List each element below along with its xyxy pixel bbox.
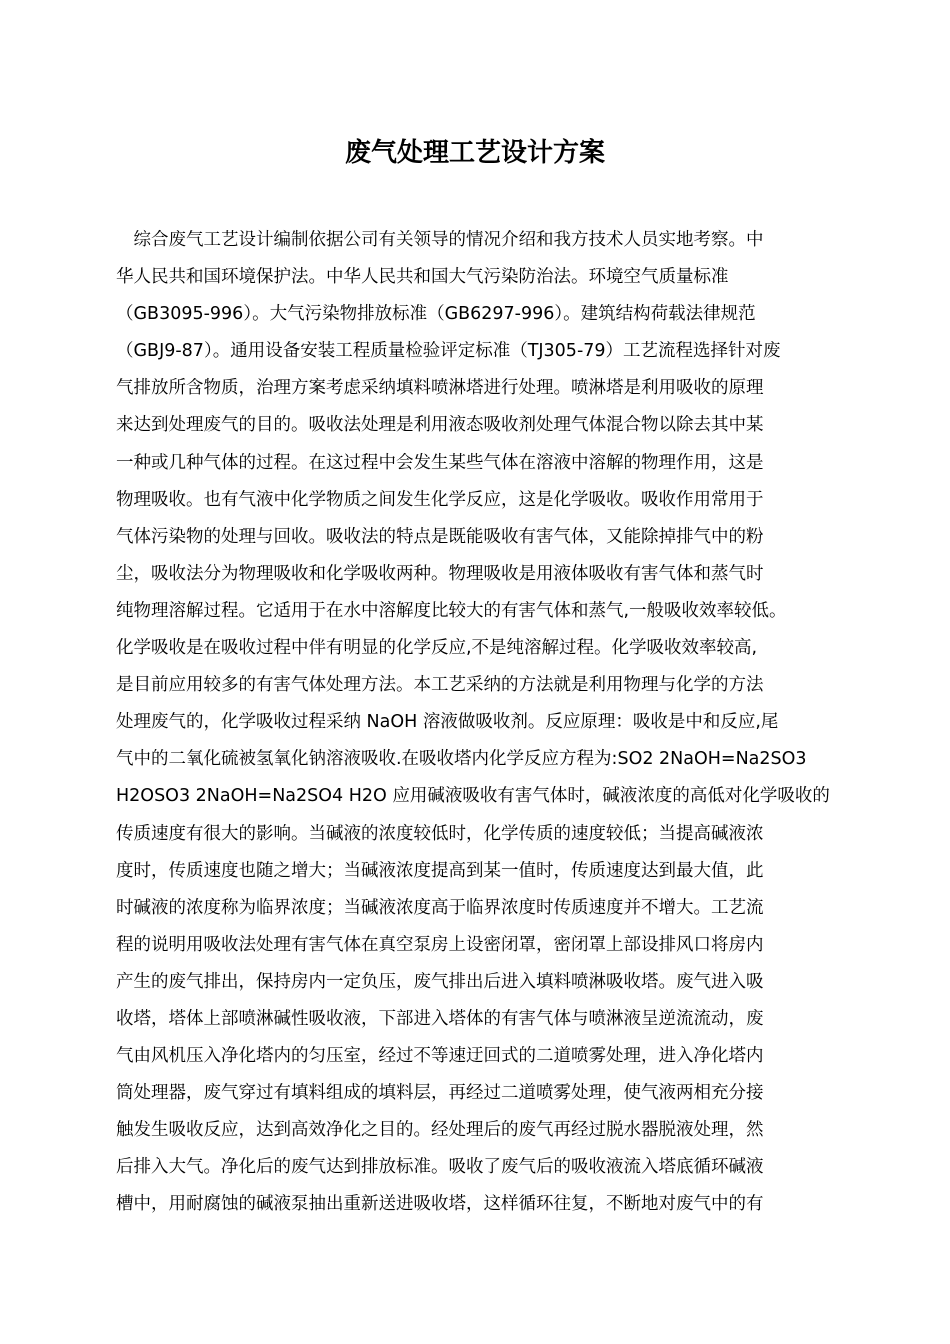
body-line: 华人民共和国环境保护法。中华人民共和国大气污染防治法。环境空气质量标准 (116, 267, 729, 288)
body-line: 气中的二氧化硫被氢氧化钠溶液吸收.在吸收塔内化学反应方程为:SO2 2NaOH=Na2SO3 (116, 749, 807, 770)
body-line: 尘，吸收法分为物理吸收和化学吸收两种。物理吸收是用液体吸收有害气体和蒸气时 (116, 563, 764, 584)
body-line: 一种或几种气体的过程。在这过程中会发生某些气体在溶液中溶解的物理作用，这是 (116, 452, 764, 473)
body-line: H2OSO3 2NaOH=Na2SO4 H2O 应用碱液吸收有害气体时，碱液浓度的高低对化学吸收的 (116, 786, 830, 807)
body-line: 时碱液的浓度称为临界浓度；当碱液浓度高于临界浓度时传质速度并不增大。工艺流 (116, 897, 764, 918)
body-line: 触发生吸收反应，达到高效净化之目的。经处理后的废气再经过脱水器脱液处理，然 (116, 1120, 764, 1141)
body-line: 气体污染物的处理与回收。吸收法的特点是既能吸收有害气体，又能除掉排气中的粉 (116, 526, 764, 547)
body-line: 化学吸收是在吸收过程中伴有明显的化学反应,不是纯溶解过程。化学吸收效率较高, (116, 638, 758, 659)
body-line: 处理废气的，化学吸收过程采纳 NaOH 溶液做吸收剂。反应原理：吸收是中和反应,尾 (116, 712, 779, 733)
document-body (116, 222, 838, 1224)
body-line: 槽中，用耐腐蚀的碱液泵抽出重新送进吸收塔，这样循环往复，不断地对废气中的有 (116, 1194, 764, 1215)
body-line: 气由风机压入净化塔内的匀压室，经过不等速迂回式的二道喷雾处理，进入净化塔内 (116, 1046, 764, 1067)
body-line: 是目前应用较多的有害气体处理方法。本工艺采纳的方法就是利用物理与化学的方法 (116, 675, 764, 696)
body-line: 后排入大气。净化后的废气达到排放标准。吸收了废气后的吸收液流入塔底循环碱液 (116, 1157, 764, 1178)
body-line: 纯物理溶解过程。它适用于在水中溶解度比较大的有害气体和蒸气,一般吸收效率较低。 (116, 600, 787, 621)
body-line: 综合废气工艺设计编制依据公司有关领导的情况介绍和我方技术人员实地考察。中 (116, 230, 764, 250)
body-line: 收塔，塔体上部喷淋碱性吸收液，下部进入塔体的有害气体与喷淋液呈逆流流动，废 (116, 1008, 764, 1029)
body-line: （GB3095-996）。大气污染物排放标准（GB6297-996）。建筑结构荷载法律规范 (116, 304, 756, 325)
body-line: 来达到处理废气的目的。吸收法处理是利用液态吸收剂处理气体混合物以除去其中某 (116, 415, 764, 436)
body-line: 物理吸收。也有气液中化学物质之间发生化学反应，这是化学吸收。吸收作用常用于 (116, 489, 764, 510)
body-line: 程的说明用吸收法处理有害气体在真空泵房上设密闭罩，密闭罩上部设排风口将房内 (116, 934, 764, 955)
body-line: 度时，传质速度也随之增大；当碱液浓度提高到某一值时，传质速度达到最大值，此 (116, 860, 764, 881)
body-line: 产生的废气排出，保持房内一定负压，废气排出后进入填料喷淋吸收塔。废气进入吸 (116, 971, 764, 992)
body-line: （GBJ9-87）。通用设备安装工程质量检验评定标准（TJ305-79）工艺流程选择针对废 (116, 341, 781, 362)
body-line: 筒处理器，废气穿过有填料组成的填料层，再经过二道喷雾处理，使气液两相充分接 (116, 1083, 764, 1104)
body-line: 气排放所含物质，治理方案考虑采纳填料喷淋塔进行处理。喷淋塔是利用吸收的原理 (116, 378, 764, 399)
body-line: 传质速度有很大的影响。当碱液的浓度较低时，化学传质的速度较低；当提高碱液浓 (116, 823, 764, 844)
document-title: 废气处理工艺设计方案 (344, 138, 605, 168)
